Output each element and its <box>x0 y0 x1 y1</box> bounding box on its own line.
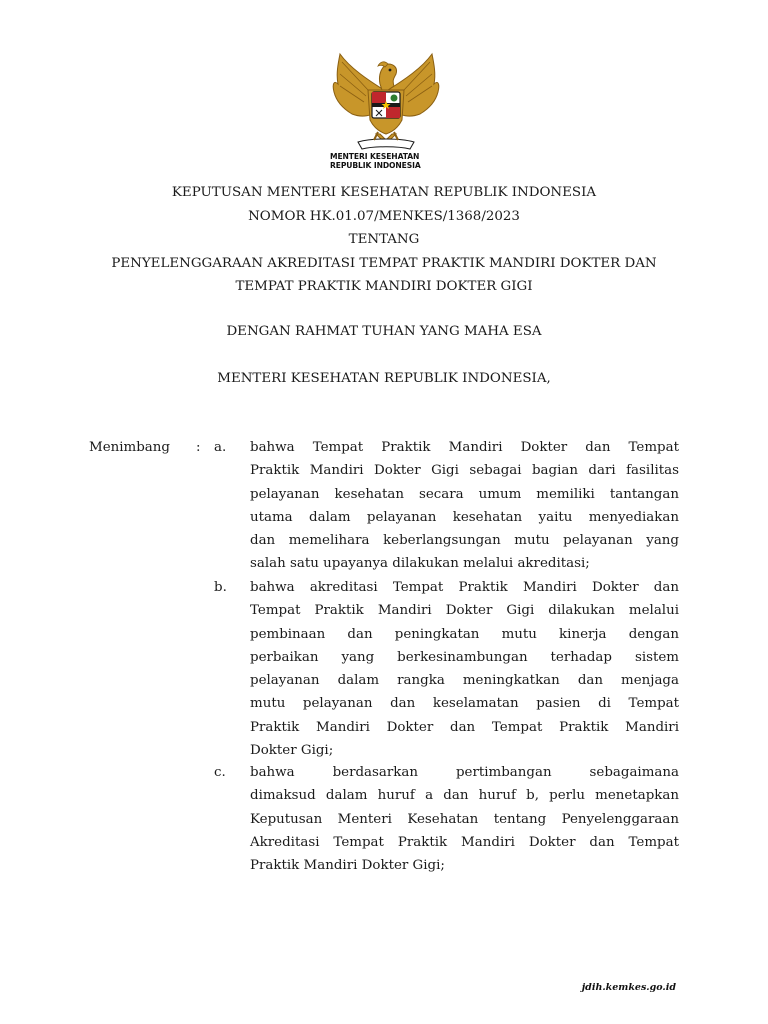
title-line: KEPUTUSAN MENTERI KESEHATAN REPUBLIK INDONESIA <box>171 185 597 200</box>
invocation-line: DENGAN RAHMAT TUHAN YANG MAHA ESA <box>226 324 542 339</box>
text-line: dimaksud dalam huruf a dan huruf b, perlu menetapkan <box>250 788 679 804</box>
text-line: bahwa akreditasi Tempat Praktik Mandiri Dokter dan <box>250 580 679 595</box>
considering-label: Menimbang <box>89 440 170 455</box>
title-line: NOMOR HK.01.07/MENKES/1368/2023 <box>248 208 520 224</box>
text-line: Akreditasi Tempat Praktik Mandiri Dokter dan Tempat <box>250 834 679 850</box>
text-line: pelayanan kesehatan secara umum memiliki tantangan <box>250 486 679 502</box>
item-text <box>250 761 679 877</box>
text-line: Keputusan Menteri Kesehatan tentang Penyelenggaraan <box>250 811 679 827</box>
item-letter: c. <box>214 765 226 780</box>
document-title <box>60 181 708 299</box>
text-line: mutu pelayanan dan keselamatan pasien di Tempat <box>250 696 679 712</box>
text-line: Tempat Praktik Mandiri Dokter Gigi dilakukan melalui <box>250 603 679 619</box>
text-line: pelayanan dalam rangka meningkatkan dan menjaga <box>250 673 679 689</box>
issuer-line: MENTERI KESEHATAN REPUBLIK INDONESIA, <box>217 371 551 386</box>
text-line: Praktik Mandiri Dokter dan Tempat Praktik Mandiri <box>250 719 679 735</box>
text-line: Praktik Mandiri Dokter Gigi sebagai bagian dari fasilitas <box>250 463 679 479</box>
text-line: bahwa Tempat Praktik Mandiri Dokter dan Tempat <box>250 440 679 455</box>
item-text <box>250 436 679 576</box>
text-line: perbaikan yang berkesinambungan terhadap sistem <box>250 649 679 665</box>
text-line: utama dalam pelayanan kesehatan yaitu menyediakan <box>250 509 679 525</box>
emblem-caption <box>330 152 450 170</box>
item-text <box>250 576 679 762</box>
garuda-pancasila-emblem-icon <box>328 50 444 154</box>
title-line: TENTANG <box>348 232 420 247</box>
text-line: bahwa berdasarkan pertimbangan sebagaimana <box>250 765 679 780</box>
emblem-caption-line: MENTERI KESEHATAN <box>330 152 420 161</box>
text-line: salah satu upayanya dilakukan melalui akreditasi; <box>250 556 590 572</box>
text-line: dan memelihara keberlangsungan mutu pelayanan yang <box>250 533 679 549</box>
title-line: PENYELENGGARAAN AKREDITASI TEMPAT PRAKTIK MANDIRI DOKTER DAN <box>111 255 657 271</box>
emblem-caption-line: REPUBLIK INDONESIA <box>330 161 421 170</box>
considering-colon: : <box>196 440 201 455</box>
text-line: Praktik Mandiri Dokter Gigi; <box>250 858 445 874</box>
item-letter: a. <box>214 440 227 455</box>
footer-source-link[interactable]: jdih.kemkes.go.id <box>581 982 676 993</box>
item-letter: b. <box>214 580 227 595</box>
text-line: Dokter Gigi; <box>250 743 334 759</box>
title-line: TEMPAT PRAKTIK MANDIRI DOKTER GIGI <box>235 279 533 294</box>
text-line: pembinaan dan peningkatan mutu kinerja dengan <box>250 626 679 642</box>
